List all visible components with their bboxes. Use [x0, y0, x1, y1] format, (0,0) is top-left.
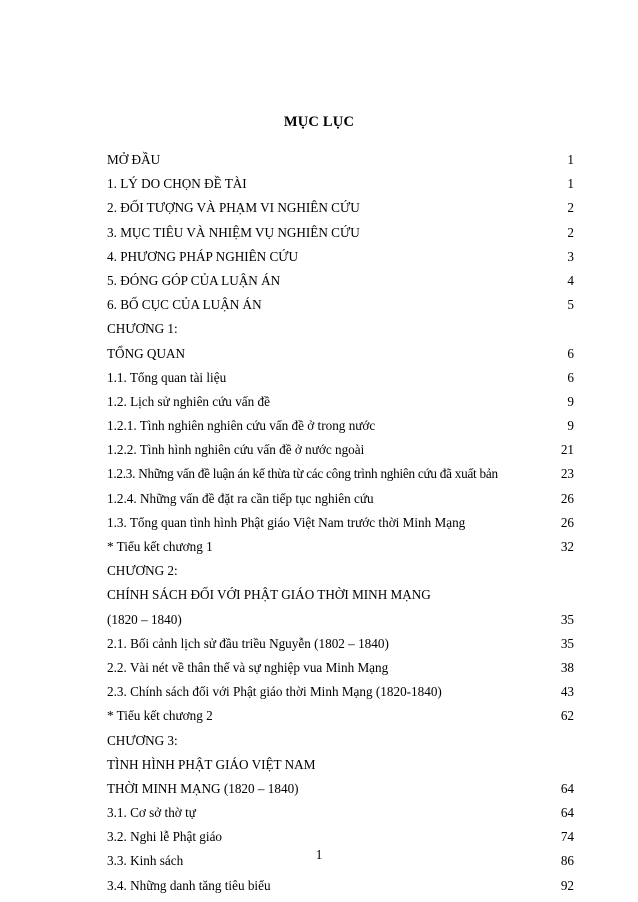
toc-entry-label: 1.2.1. Tình nghiên nghiên cứu vấn đề ở trong nước [107, 418, 376, 434]
toc-entry [107, 462, 574, 486]
toc-entry [107, 342, 574, 366]
toc-entry-label: 1.2.4. Những vấn đề đặt ra cần tiếp tục nghiên cứu [107, 490, 374, 506]
toc-entry-label: * Tiểu kết chương 2 [107, 708, 213, 724]
toc-entry-page: 43 [560, 684, 574, 700]
toc-entry [107, 680, 574, 704]
toc-entry [107, 221, 574, 245]
toc-entry-label: 3.4. Những danh tăng tiêu biểu [107, 877, 271, 893]
toc-entry [107, 148, 574, 172]
toc-title: MỤC LỤC [283, 114, 355, 130]
toc-entry [107, 535, 574, 559]
toc-entry [107, 825, 574, 849]
toc-entry [107, 632, 574, 656]
toc-entry-label: 3.2. Nghi lễ Phật giáo [107, 829, 223, 845]
toc-entry-page: 9 [567, 418, 574, 434]
toc-entry-label: 5. ĐÓNG GÓP CỦA LUẬN ÁN [107, 272, 281, 288]
toc-entry-label: 1.2.2. Tình hình nghiên cứu vấn đề ở nước ngoài [107, 442, 365, 458]
toc-entry-page: 26 [560, 490, 574, 506]
toc-entry [107, 293, 574, 317]
toc-entry [107, 874, 574, 898]
toc-entry-label: 1.2. Lịch sử nghiên cứu vấn đề [107, 393, 270, 409]
page-number: 1 [315, 847, 323, 862]
toc-entry-page: 74 [560, 829, 574, 845]
toc-entry-label: TỔNG QUAN [107, 345, 186, 361]
toc-entry-label: (1820 – 1840) [107, 611, 182, 627]
toc-entry [107, 559, 574, 583]
toc-entry [107, 245, 574, 269]
toc-entry [107, 414, 574, 438]
toc-entry [107, 390, 574, 414]
toc-entry [107, 269, 574, 293]
toc-entry-page: 38 [560, 659, 574, 675]
toc-entry-label: 1.2.3. Những vấn đề luận án kế thừa từ các công trình nghiên cứu đã xuất bản [107, 466, 498, 482]
toc-entry-label: 2.1. Bối cảnh lịch sử đầu triều Nguyễn (1802 – 1840) [107, 635, 389, 651]
toc-entry-label: CHƯƠNG 2: [107, 563, 178, 579]
toc-entry-label: 3. MỤC TIÊU VÀ NHIỆM VỤ NGHIÊN CỨU [107, 224, 360, 240]
toc-entry-label: * Tiểu kết chương 1 [107, 539, 213, 554]
toc-entry-label: 2.3. Chính sách đối với Phật giáo thời Minh Mạng (1820-1840) [107, 684, 442, 700]
toc-entry [107, 511, 574, 535]
toc-entry-page: 26 [560, 514, 574, 530]
toc-entry-label: 4. PHƯƠNG PHÁP NGHIÊN CỨU [107, 248, 299, 264]
toc-entry-page: 1 [567, 152, 574, 167]
toc-entry-page: 21 [560, 442, 574, 458]
toc-entry-label: 3.1. Cơ sở thờ tự [107, 805, 196, 821]
toc-entry-page: 9 [567, 393, 574, 409]
toc-entry [107, 317, 574, 341]
toc-entry-page: 92 [560, 877, 574, 893]
toc-entry-label: MỞ ĐẦU [107, 152, 161, 167]
toc-entry [107, 583, 574, 607]
toc-entry [107, 801, 574, 825]
toc-entry-page: 1 [567, 176, 574, 192]
toc-entry-label: 1.3. Tổng quan tình hình Phật giáo Việt Nam trước thời Minh Mạng [107, 514, 466, 530]
toc-entry [107, 366, 574, 390]
toc-entry-page: 62 [560, 708, 574, 724]
toc-entry [107, 753, 574, 777]
toc-entry-page: 64 [560, 805, 574, 821]
table-of-contents [107, 148, 574, 898]
toc-entry [107, 608, 574, 632]
toc-entry-label: 1.1. Tổng quan tài liệu [107, 369, 227, 385]
toc-entry-label: THỜI MINH MẠNG (1820 – 1840) [107, 780, 299, 796]
toc-entry-label: CHƯƠNG 1: [107, 321, 178, 337]
toc-entry-page: 23 [560, 466, 574, 482]
toc-entry-page: 6 [567, 369, 574, 385]
toc-entry-label: 6. BỐ CỤC CỦA LUẬN ÁN [107, 297, 262, 313]
toc-entry [107, 704, 574, 728]
toc-entry [107, 487, 574, 511]
toc-entry-page: 32 [560, 539, 574, 554]
toc-entry-label: 3.3. Kinh sách [107, 853, 184, 869]
toc-entry [107, 777, 574, 801]
toc-entry-page: 86 [560, 853, 574, 869]
toc-entry-page: 35 [560, 635, 574, 651]
toc-entry [107, 438, 574, 462]
toc-entry-label: 1. LÝ DO CHỌN ĐỀ TÀI [107, 176, 247, 192]
toc-entry [107, 729, 574, 753]
toc-entry-label: CHÍNH SÁCH ĐỐI VỚI PHẬT GIÁO THỜI MINH MẠNG [107, 587, 431, 603]
toc-entry-page: 2 [567, 200, 574, 216]
toc-entry-page: 3 [567, 248, 574, 264]
toc-entry-page: 64 [560, 780, 574, 796]
toc-entry-page: 35 [560, 611, 574, 627]
toc-entry [107, 656, 574, 680]
toc-entry [107, 196, 574, 220]
toc-entry-page: 6 [567, 345, 574, 361]
toc-entry-page: 2 [567, 224, 574, 240]
toc-entry-label: TÌNH HÌNH PHẬT GIÁO VIỆT NAM [107, 756, 316, 772]
toc-entry-label: 2. ĐỐI TƯỢNG VÀ PHẠM VI NGHIÊN CỨU [107, 200, 360, 216]
toc-entry-page: 5 [567, 297, 574, 313]
toc-entry-label: CHƯƠNG 3: [107, 732, 178, 748]
toc-entry-page: 4 [567, 272, 574, 288]
toc-entry [107, 172, 574, 196]
toc-entry-label: 2.2. Vài nét về thân thế và sự nghiệp vua Minh Mạng [107, 659, 389, 675]
